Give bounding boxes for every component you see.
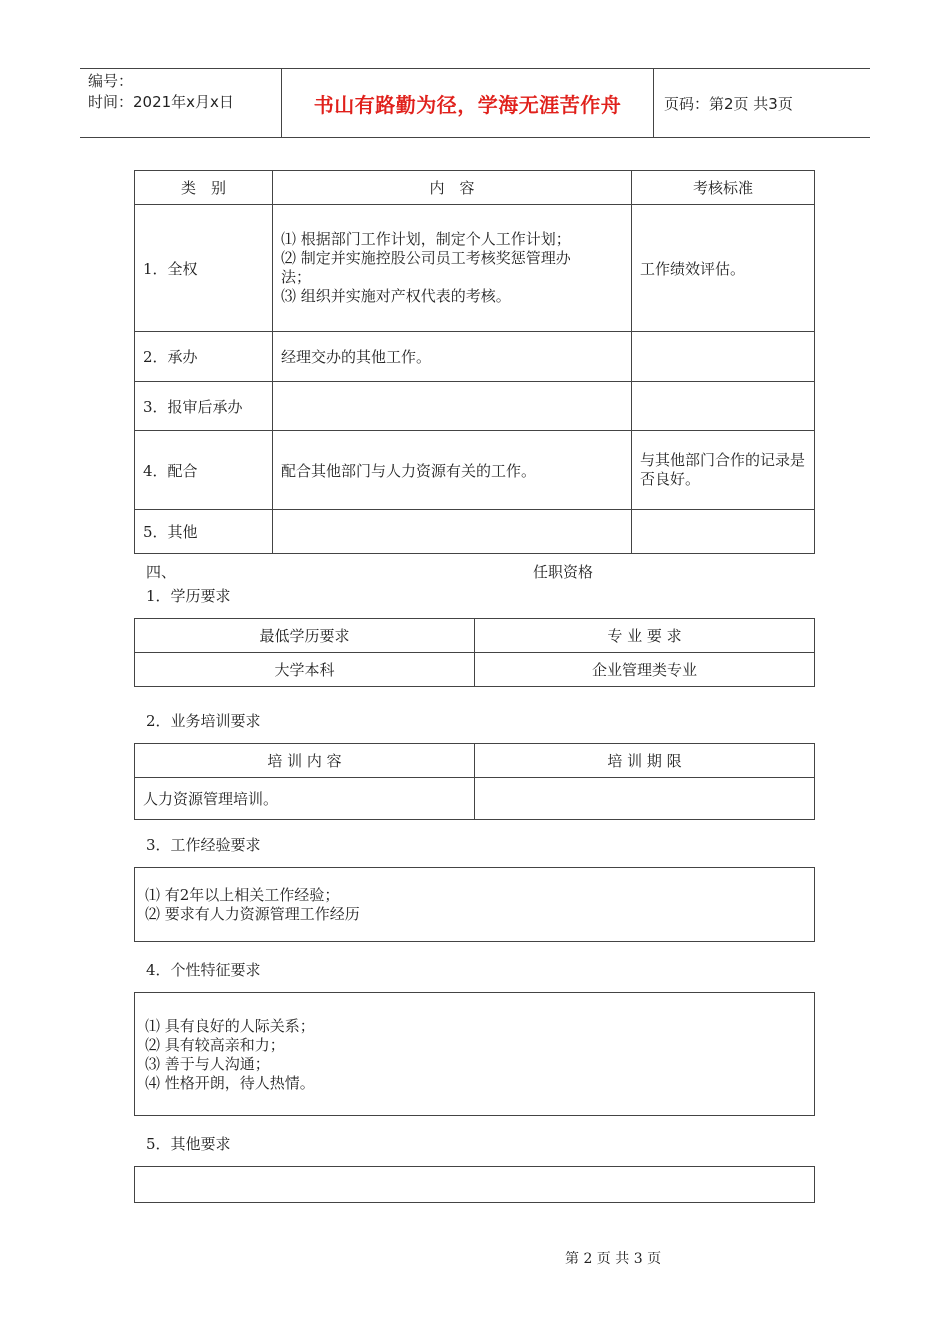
content-line: 法；	[281, 268, 312, 286]
row-content	[273, 382, 632, 431]
list-item: ⑵ 要求有人力资源管理工作经历	[145, 905, 360, 923]
row-category: 3．报审后承办	[135, 382, 273, 431]
training-heading: 2．业务培训要求	[146, 712, 261, 730]
experience-heading: 3．工作经验要求	[146, 836, 261, 854]
row-standard: 与其他部门合作的记录是否良好。	[632, 431, 815, 510]
list-item: ⑴ 有2年以上相关工作经验；	[145, 886, 340, 904]
row-content: 配合其他部门与人力资源有关的工作。	[273, 431, 632, 510]
row-content: 经理交办的其他工作。	[273, 332, 632, 382]
column-header-min-education: 最低学历要求	[135, 619, 475, 653]
page-header	[80, 68, 870, 138]
duty-table	[134, 170, 815, 554]
header-divider	[653, 69, 654, 137]
content-line: ⑵ 制定并实施控股公司员工考核奖惩管理办	[281, 249, 571, 267]
other-heading: 5．其他要求	[146, 1135, 231, 1153]
row-standard: 工作绩效评估。	[632, 205, 815, 332]
table-row	[135, 332, 815, 382]
min-education-value: 大学本科	[135, 653, 475, 687]
row-category: 2．承办	[135, 332, 273, 382]
table-row	[135, 205, 815, 332]
row-category: 5．其他	[135, 510, 273, 554]
row-content	[273, 510, 632, 554]
experience-box	[134, 867, 815, 942]
table-row	[135, 510, 815, 554]
header-meta	[88, 71, 283, 113]
personality-box	[134, 992, 815, 1116]
column-header-major: 专 业 要 求	[475, 619, 815, 653]
row-category: 4．配合	[135, 431, 273, 510]
training-table	[134, 743, 815, 820]
header-motto: 书山有路勤为径，学海无涯苦作舟	[313, 92, 622, 117]
education-heading: 1．学历要求	[146, 587, 231, 605]
section-number: 四、	[146, 563, 177, 581]
table-row	[135, 778, 815, 820]
page-footer: 第 2 页 共 3 页	[565, 1251, 662, 1267]
table-row	[135, 382, 815, 431]
code-label: 编号：	[88, 72, 134, 90]
training-content-value: 人力资源管理培训。	[135, 778, 475, 820]
row-standard	[632, 510, 815, 554]
education-table	[134, 618, 815, 687]
personality-heading: 4．个性特征要求	[146, 961, 261, 979]
list-item: ⑵ 具有较高亲和力；	[145, 1036, 285, 1054]
table-header-row	[135, 619, 815, 653]
column-header-standard: 考核标准	[632, 171, 815, 205]
table-row	[135, 431, 815, 510]
content-line: ⑶ 组织并实施对产权代表的考核。	[281, 287, 511, 305]
other-box	[134, 1166, 815, 1203]
column-header-category: 类 别	[135, 171, 273, 205]
row-standard	[632, 332, 815, 382]
table-row	[135, 653, 815, 687]
column-header-training-period: 培 训 期 限	[475, 744, 815, 778]
table-header-row	[135, 744, 815, 778]
section-title: 任职资格	[533, 563, 594, 581]
row-category: 1．全权	[135, 205, 273, 332]
column-header-training-content: 培 训 内 容	[135, 744, 475, 778]
row-content	[273, 205, 632, 332]
list-item: ⑷ 性格开朗，待人热情。	[145, 1074, 315, 1092]
major-value: 企业管理类专业	[475, 653, 815, 687]
table-header-row	[135, 171, 815, 205]
column-header-content: 内 容	[273, 171, 632, 205]
training-period-value	[475, 778, 815, 820]
date-label: 时间：2021年x月x日	[88, 93, 234, 111]
content-line: ⑴ 根据部门工作计划，制定个人工作计划；	[281, 230, 571, 248]
list-item: ⑶ 善于与人沟通；	[145, 1055, 270, 1073]
row-standard	[632, 382, 815, 431]
page-number-label: 页码：第2页 共3页	[664, 94, 793, 113]
list-item: ⑴ 具有良好的人际关系；	[145, 1017, 315, 1035]
